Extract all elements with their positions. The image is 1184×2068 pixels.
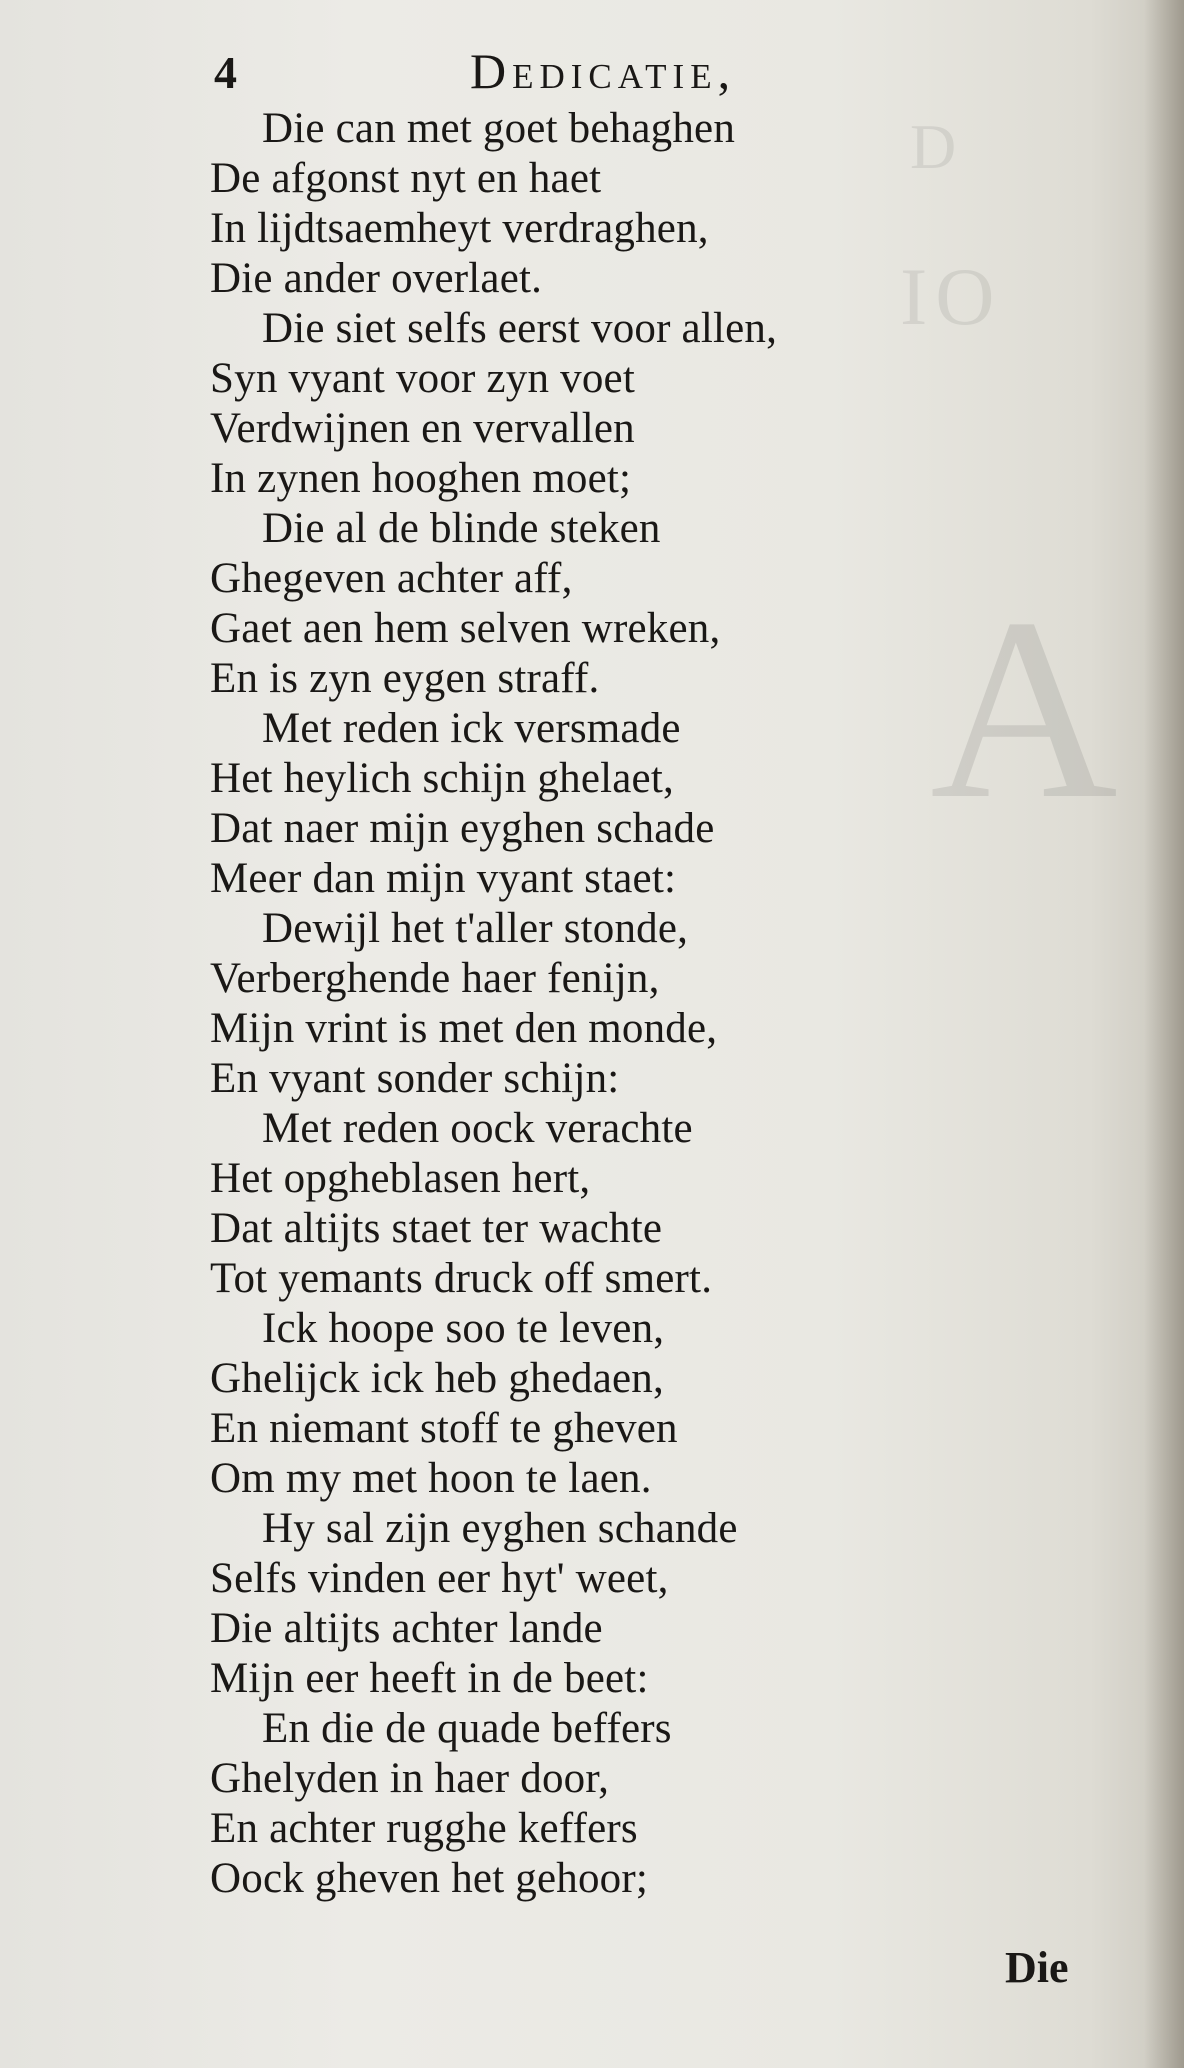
- show-through-heading: D: [910, 111, 997, 182]
- poem-line: Met reden oock verachte: [262, 1105, 693, 1152]
- poem-line: Syn vyant voor zyn voet: [210, 355, 635, 402]
- poem-line: Om my met hoon te laen.: [210, 1455, 652, 1502]
- poem-line: En achter rugghe keffers: [210, 1805, 638, 1852]
- poem-line: Verberghende haer fenijn,: [210, 955, 660, 1002]
- poem-line: Dewijl het t'aller stonde,: [262, 905, 689, 952]
- poem-line: Verdwijnen en vervallen: [210, 405, 635, 452]
- poem-line: Dat altijts staet ter wachte: [210, 1205, 663, 1252]
- page-header: [0, 38, 1184, 108]
- poem-line: Die altijts achter lande: [210, 1605, 603, 1652]
- poem-line: Met reden ick versmade: [262, 705, 681, 752]
- poem-line: Dat naer mijn eyghen schade: [210, 805, 715, 852]
- poem-line: Oock gheven het gehoor;: [210, 1855, 649, 1902]
- poem-line: En vyant sonder schijn:: [210, 1055, 620, 1102]
- poem-line: En is zyn eygen straff.: [210, 655, 600, 702]
- poem-line: En niemant stoff te gheven: [210, 1405, 678, 1452]
- poem-line: Die can met goet behaghen: [262, 105, 736, 152]
- poem-line: Die ander overlaet.: [210, 255, 543, 302]
- poem-line: Het opgheblasen hert,: [210, 1155, 591, 1202]
- poem-line: Gaet aen hem selven wreken,: [210, 605, 721, 652]
- page-number: 4: [214, 47, 237, 98]
- poem-line: Hy sal zijn eyghen schande: [262, 1505, 738, 1552]
- poem-line: In lijdtsaemheyt verdraghen,: [210, 205, 709, 252]
- page-edge-shadow: [1144, 0, 1184, 2068]
- poem-line: Die al de blinde steken: [262, 505, 661, 552]
- poem-text: [210, 104, 1090, 1904]
- poem-line: Ghelyden in haer door,: [210, 1755, 610, 1802]
- poem-line: Meer dan mijn vyant staet:: [210, 855, 677, 902]
- poem-line: Tot yemants druck off smert.: [210, 1255, 713, 1302]
- poem-line: Die siet selfs eerst voor allen,: [262, 305, 778, 352]
- poem-line: En die de quade beffers: [262, 1705, 672, 1752]
- poem-line: Mijn eer heeft in de beet:: [210, 1655, 649, 1702]
- poem-line: Selfs vinden eer hyt' weet,: [210, 1555, 669, 1602]
- show-through-name: IO: [900, 251, 1003, 342]
- running-title: Dedicatie,: [470, 43, 737, 99]
- poem-line: Ick hoope soo te leven,: [262, 1305, 665, 1352]
- poem-line: De afgonst nyt en haet: [210, 155, 602, 202]
- poem-line: In zynen hooghen moet;: [210, 455, 632, 502]
- poem-line: Het heylich schijn ghelaet,: [210, 755, 674, 802]
- poem-line: Mijn vrint is met den monde,: [210, 1005, 718, 1052]
- poem-line: Ghelijck ick heb ghedaen,: [210, 1355, 664, 1402]
- show-through-initial: A: [930, 565, 1118, 853]
- poem-line: Ghegeven achter aff,: [210, 555, 573, 602]
- catchword: Die: [1005, 1943, 1069, 1992]
